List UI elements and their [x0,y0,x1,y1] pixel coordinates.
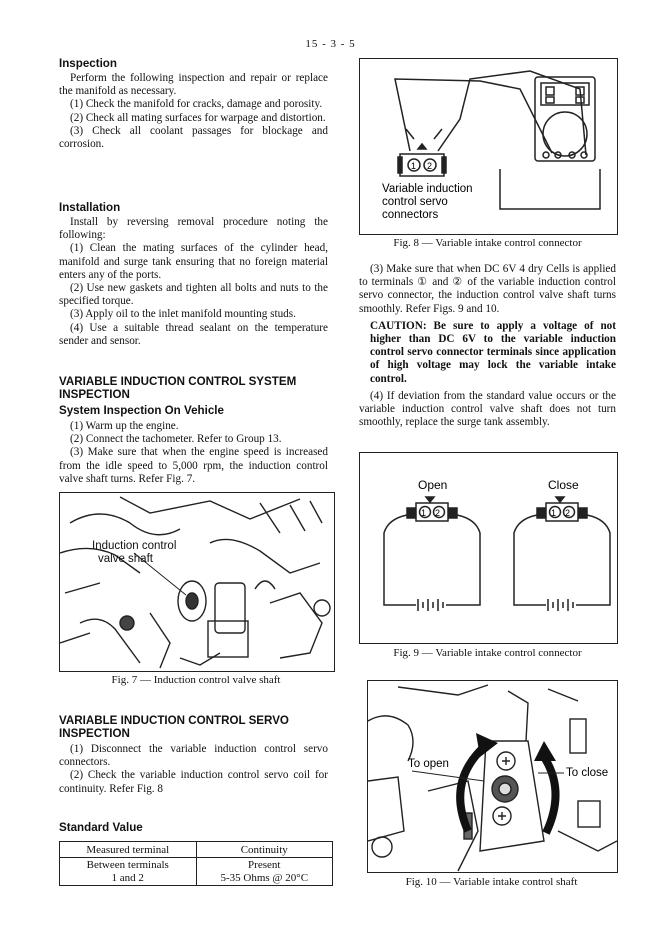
vic-servo-item: (2) Check the variable induction control servo coil for continuity. Refer Fig. 8 [59,769,328,795]
vic-servo-heading [59,714,289,740]
right-column-body [359,263,616,429]
table-cell [60,858,197,886]
connector-pin-label: 2 [565,508,571,518]
inspection-item: (3) Check all coolant passages for blockage and corrosion. [59,124,328,151]
vic-system-item: (3) Make sure that when the engine speed is increased from the idle speed to 5,000 rpm, the induction control valve shaft turns. Refer Fig. 7. [59,446,328,485]
vic-servo-heading-line: VARIABLE INDUCTION CONTROL SERVO [59,714,289,727]
fig8-label-line3: connectors [382,209,439,221]
close-label: Close [548,478,579,492]
installation-intro: Install by reversing removal procedure noting the following: [59,216,328,242]
table-header: Continuity [196,842,333,858]
engine-valve-shaft-drawing [60,493,334,671]
connector-pin-label: 1 [411,161,417,171]
fig10-caption: Fig. 10 — Variable intake control shaft [405,876,578,888]
installation-item: (3) Apply oil to the inlet manifold mounting studs. [70,308,296,321]
vic-servo-heading-line: INSPECTION [59,727,130,740]
open-close-circuits-drawing [360,453,617,643]
table-cell [196,858,333,886]
fig8-illustration [359,58,618,235]
fig7-illustration [59,492,335,672]
cell-line: Between terminals [86,859,169,871]
connector-pin-label: 1 [421,508,427,518]
vic-servo-body [59,743,328,796]
to-open-label: To open [408,758,449,770]
fig7-label-line2: valve shaft [98,553,153,565]
open-label: Open [418,478,448,492]
table-header: Measured terminal [60,842,197,858]
installation-body [59,216,328,348]
fig8-caption: Fig. 8 — Variable intake control connector [393,237,582,249]
connector-pin-label: 2 [435,508,441,518]
vic-system-body [59,420,328,486]
fig9-illustration [359,452,618,644]
connector-pin-label: 2 [427,161,433,171]
installation-item: (2) Use new gaskets and tighten all bolts and nuts to the specified torque. [59,282,328,308]
fig8-label-line1: Variable induction [382,183,473,195]
fig8-label-line2: control servo [382,196,448,208]
inspection-intro: Perform the following inspection and repair or replace the manifold as necessary. [59,72,328,98]
installation-item: (1) Clean the mating surfaces of the cylinder head, manifold and surge tank ensuring that no foreign material enters any of the ports. [59,242,328,281]
inspection-item: (2) Check all mating surfaces for warpage and distortion. [70,111,326,124]
multimeter-drawing [360,59,617,234]
cell-line: Present [248,859,281,871]
installation-heading: Installation [59,201,121,214]
vic-system-item: (2) Connect the tachometer. Refer to Group 13. [70,433,282,446]
inspection-heading: Inspection [59,57,117,70]
cell-line: 1 and 2 [111,871,144,884]
installation-item: (4) Use a suitable thread sealant on the temperature sender and sensor. [59,321,328,347]
vic-system-item: (1) Warm up the engine. [70,420,179,432]
vic-system-heading-line: INSPECTION [59,388,130,401]
system-inspection-subheading: System Inspection On Vehicle [59,404,224,417]
fig7-caption: Fig. 7 — Induction control valve shaft [111,674,281,686]
fig10-illustration [367,680,618,873]
to-close-label: To close [566,767,609,779]
connector-pin-label: 1 [551,508,557,518]
vic-system-heading [59,375,296,401]
fig9-caption: Fig. 9 — Variable intake control connector [393,647,582,659]
cell-line: 5-35 Ohms @ 20°C [220,871,309,884]
fig7-label-line1: Induction control [92,540,177,552]
inspection-item: (1) Check the manifold for cracks, damage and porosity. [70,98,323,111]
standard-value-table [59,841,333,886]
standard-value-heading: Standard Value [59,821,143,834]
vic-servo-item: (1) Disconnect the variable induction control servo connectors. [59,743,328,769]
servo-voltage-item: (3) Make sure that when DC 6V 4 dry Cells is applied to terminals ① and ② of the variable induction control servo connector, the induction control valve shaft turns smoothly. Refer Figs. 9 and 10. [359,263,616,315]
control-shaft-drawing [368,681,617,872]
caution-note: CAUTION: Be sure to apply a voltage of not higher than DC 6V to the variable induction control servo connector terminals since application of high voltage may lock the variable intake control. [370,319,616,385]
inspection-body [59,72,328,151]
vic-system-heading-line: VARIABLE INDUCTION CONTROL SYSTEM [59,375,297,388]
replace-item: (4) If deviation from the standard value occurs or the variable induction control valve shaft does not turn smoothly, replace the surge tank assembly. [359,389,616,429]
page-number: 15 - 3 - 5 [305,38,356,50]
